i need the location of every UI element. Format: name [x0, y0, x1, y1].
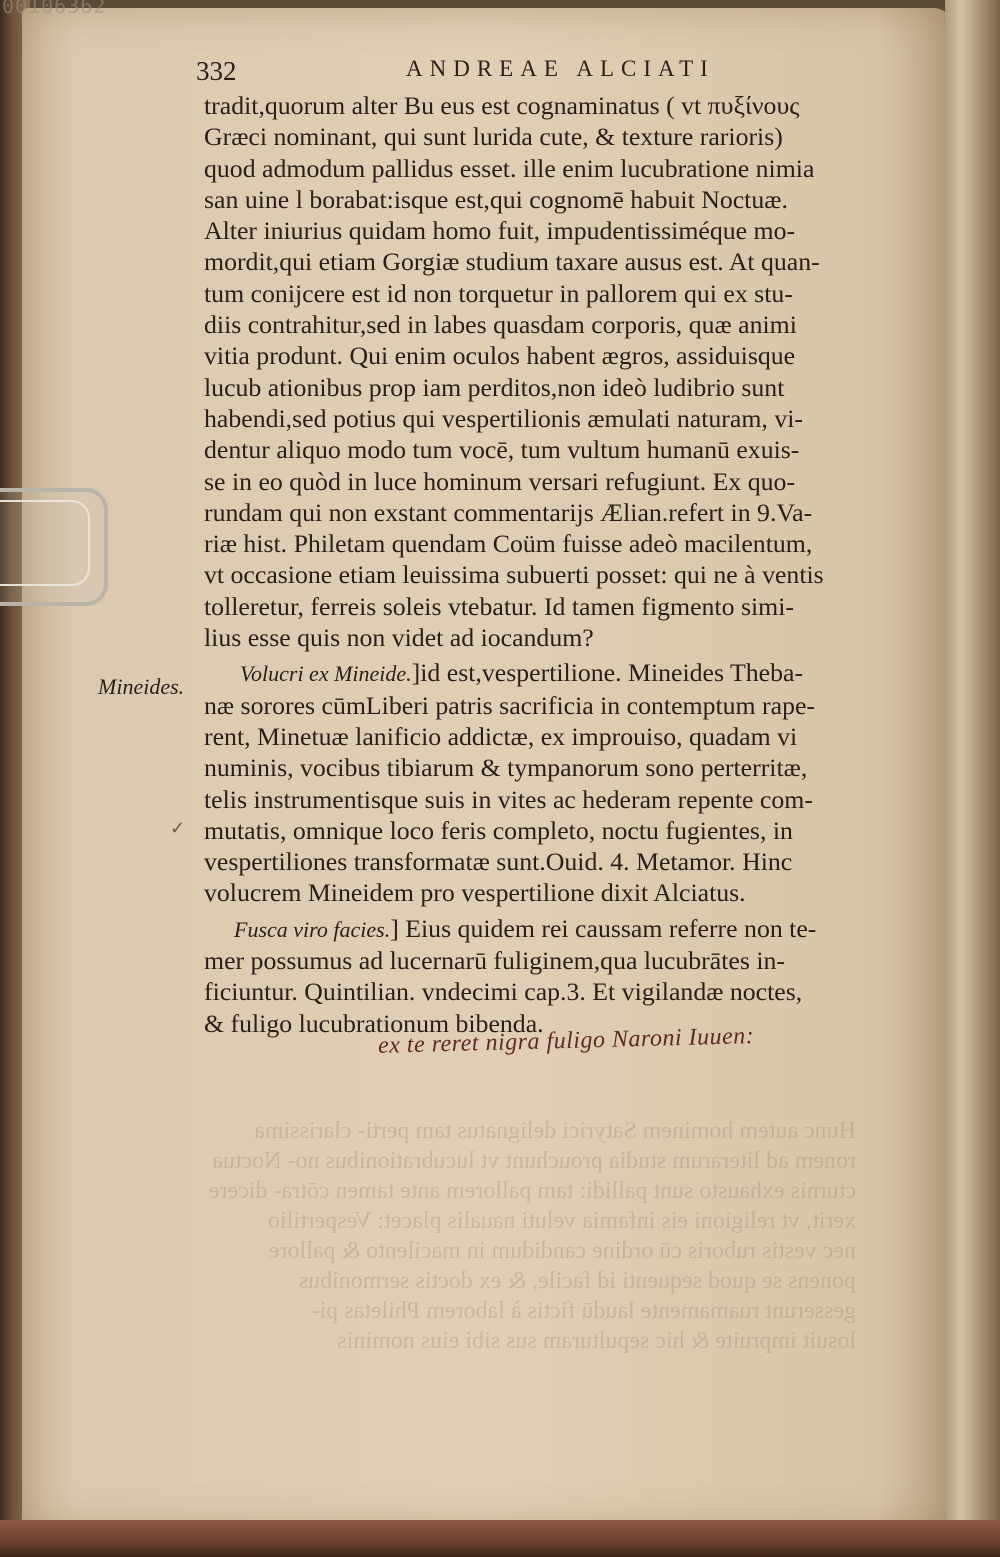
text-line: quod admodum pallidus esset. ille enim lucubratione nimia	[204, 153, 815, 183]
paragraph-1	[204, 90, 932, 653]
main-text	[204, 90, 932, 1039]
text-line: riæ hist. Philetam quendam Coüm fuisse adeò macilentum,	[204, 529, 813, 559]
text-line: vespertiliones transformatæ sunt.Ouid. 4. Metamor. Hinc	[204, 847, 793, 877]
text-line: rundam qui non exstant commentarijs Ælian.refert in 9.Va-	[204, 497, 813, 527]
text-line: tolleretur, ferreis soleis vtebatur. Id tamen figmento simi-	[204, 591, 794, 621]
paragraph-3-first-line	[204, 913, 932, 945]
running-head	[196, 56, 936, 92]
handwritten-annotation: ex te reret nigra fuligo Naroni Iuuen:	[377, 1023, 755, 1059]
show-through-text: Hunc autem hominem Satyrici delignatus tam perti- clarissima ronem ad literarum studia prouchunt vt lucubrationibus no- Noctua cturnis exhausto sunt pallidi: tam pallorem ante tamen cōtra- dicere xerit, vt religioni eis infamia veluti naualis placet: Vespertilio nec vestis ruboris cū ordine candidum in macilento & pallore ponens se quod sequenti id facile, & ex doctis sermonibus gesserunt ruamamente laudū fictis à laborem Philetas pi- losuit impruite & hic sepulturam sus sibi eius nominis	[208, 1118, 856, 1354]
next-pages-edge	[945, 0, 1000, 1557]
text-line: dentur aliquo modo tum vocē, tum vultum humanū exuis-	[204, 435, 800, 465]
text-line: diis contrahitur,sed in labes quasdam corporis, quæ animi	[204, 310, 797, 340]
text-line: volucrem Mineidem pro vespertilione dixit Alciatus.	[204, 878, 746, 908]
lemma-volucri: Volucri ex Mineide.	[240, 661, 412, 687]
text-line: mordit,qui etiam Gorgiæ studium taxare ausus est. At quan-	[204, 247, 820, 277]
margin-tick-mark: ✓	[170, 818, 186, 838]
text-line: vitia produnt. Qui enim oculos habent ægros, assiduisque	[204, 341, 796, 371]
lemma-fusca: Fusca viro facies.	[234, 916, 391, 942]
text-line: telis instrumentisque suis in vites ac hederam repente com-	[204, 784, 813, 814]
text-line: vt occasione etiam leuissima subuerti posset: qui ne à ventis	[204, 560, 824, 590]
text-line: tum conijcere est id non torquetur in pallorem qui ex stu-	[204, 278, 793, 308]
text-line: mutatis, omnique loco feris completo, noctu fugientes, in	[204, 815, 793, 845]
text-line: lucub ationibus prop iam perditos,non ideò ludibrio sunt	[204, 372, 785, 402]
paragraph-3	[204, 913, 932, 1039]
text-line: tradit,quorum alter Bu eus est cognaminatus ( vt πυξίνους	[204, 91, 800, 120]
text-line: Græci nominant, qui sunt lurida cute, & texture rarioris)	[204, 122, 783, 152]
running-title: ANDREAE ALCIATI	[406, 56, 715, 81]
text-line: lius esse quis non videt ad iocandum?	[204, 623, 594, 653]
margin-note: Mineides.	[98, 674, 185, 699]
text-line: & fuligo lucubrationum bibenda.	[204, 1008, 544, 1038]
paragraph-2	[204, 657, 932, 908]
page-clip-highlight	[0, 500, 90, 586]
text-line: ]id est,vespertilione. Mineides Theba-	[411, 658, 804, 688]
text-line: mer possumus ad lucernarū fuliginem,qua lucubrātes in-	[204, 946, 785, 976]
text-line: Alter iniurius quidam homo fuit, impudentissiméque mo-	[204, 216, 796, 246]
text-line: habendi,sed potius qui vespertilionis æmulati naturam, vi-	[204, 403, 803, 433]
text-line: ] Eius quidem rei caussam referre non te-	[390, 913, 817, 943]
text-line: rent, Minetuæ lanificio addictæ, ex improuiso, quadam vi	[204, 721, 798, 751]
text-line: numinis, vocibus tibiarum & tympanorum sono perterritæ,	[204, 753, 808, 783]
book-bottom-edge	[0, 1520, 1000, 1557]
page-number: 332	[196, 56, 237, 86]
archive-id: 00106362	[2, 0, 107, 18]
paragraph-2-first-line	[204, 657, 932, 689]
text-line: se in eo quòd in luce hominum versari refugiunt. Ex quo-	[204, 466, 796, 496]
text-line: næ sorores cūmLiberi patris sacrificia in contemptum rape-	[204, 690, 816, 720]
text-line: ficiuntur. Quintilian. vndecimi cap.3. Et vigilandæ noctes,	[204, 977, 803, 1007]
text-line: san uine l borabat:isque est,qui cognomē habuit Noctuæ.	[204, 184, 788, 214]
